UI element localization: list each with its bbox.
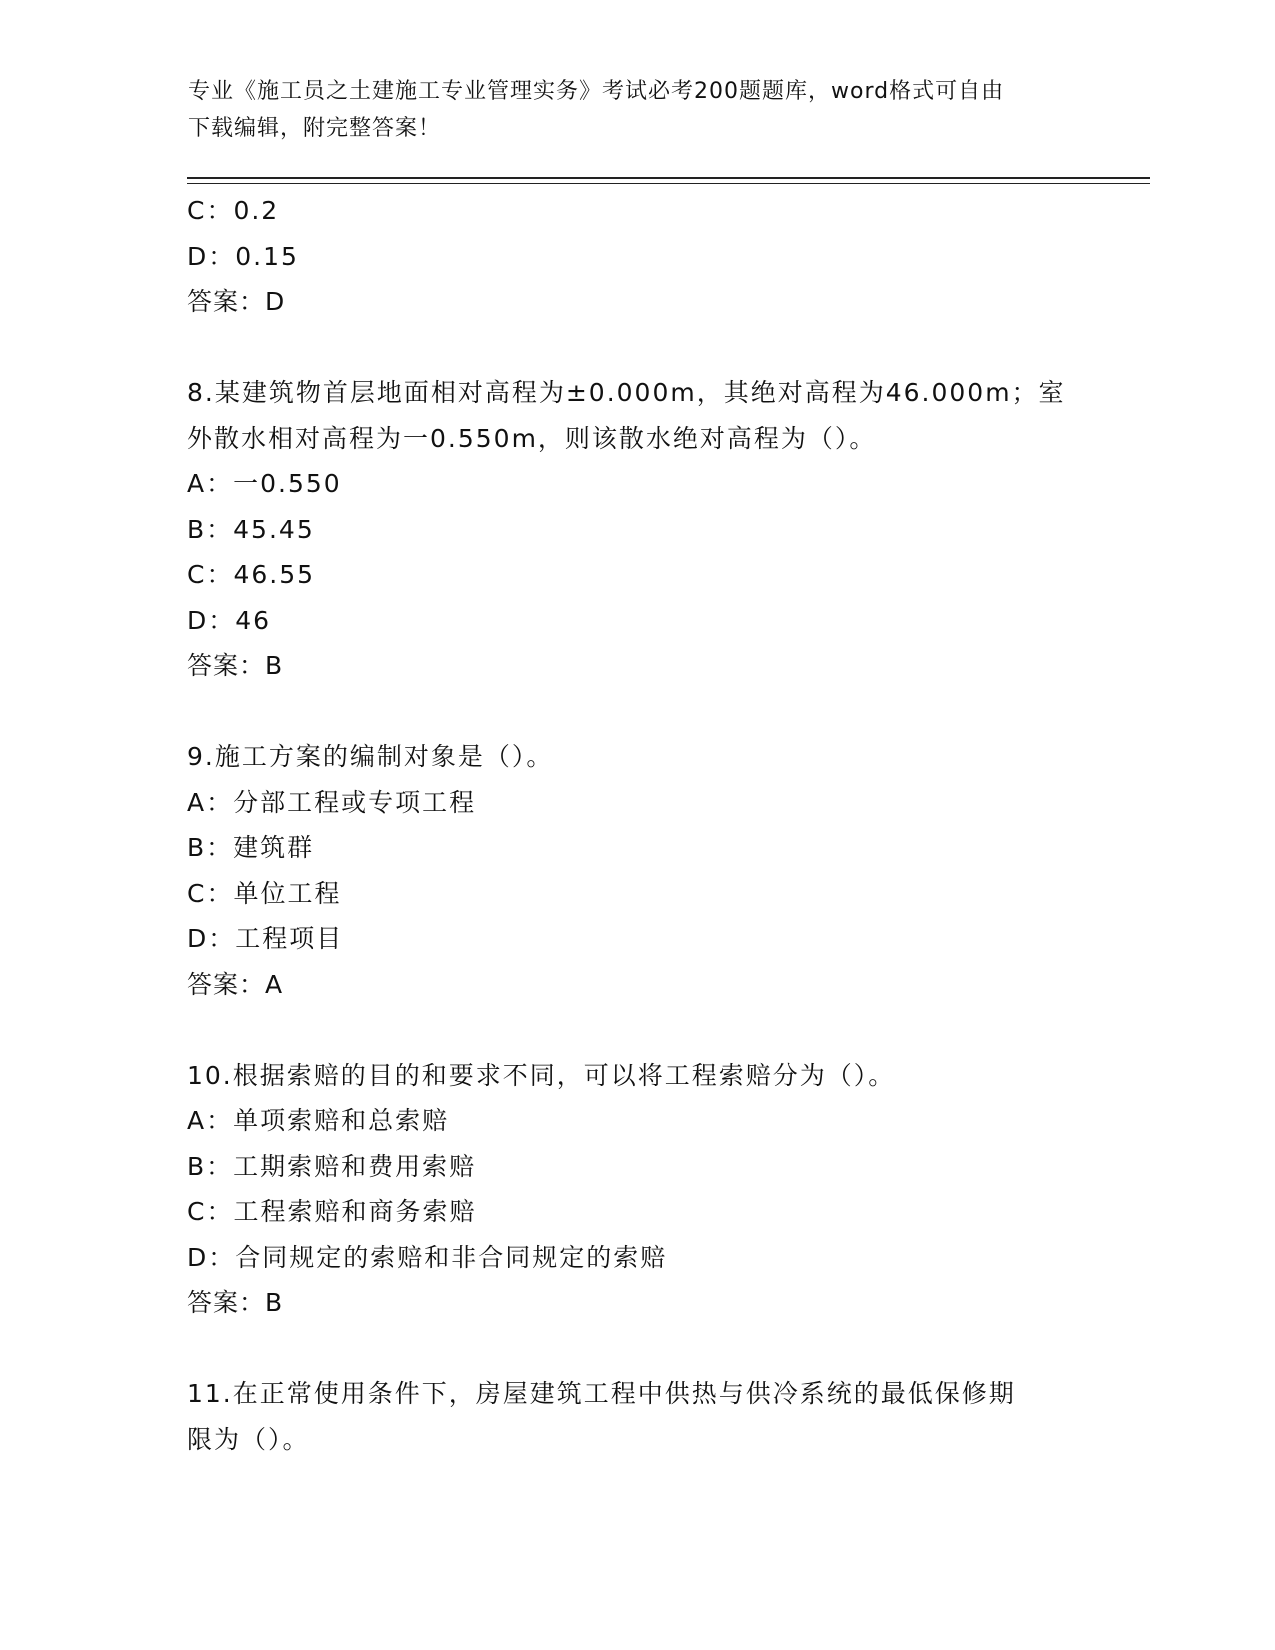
header-rule-thick: [187, 177, 1150, 179]
spacer: [187, 1007, 1087, 1053]
header-line-1: 专业《施工员之土建施工专业管理实务》考试必考200题题库，word格式可自由: [188, 79, 1005, 104]
question-stem: 10.根据索赔的目的和要求不同，可以将工程索赔分为（）。: [187, 1060, 896, 1090]
answer-line: 答案：B: [187, 1288, 284, 1317]
question-9: [187, 734, 1087, 1007]
question-stem: 11.在正常使用条件下，房屋建筑工程中供热与供冷系统的最低保修期: [187, 1379, 1016, 1408]
option-c: C：46.55: [187, 560, 316, 589]
question-stem: 外散水相对高程为一0.550m，则该散水绝对高程为（）。: [187, 423, 877, 453]
option-d: D：0.15: [187, 241, 299, 271]
option-d: D：合同规定的索赔和非合同规定的索赔: [187, 1242, 668, 1272]
answer-line: 答案：B: [187, 651, 284, 680]
header-line-2: 下载编辑，附完整答案！: [188, 116, 442, 141]
option-a: A：分部工程或专项工程: [187, 787, 477, 817]
option-d: D：工程项目: [187, 924, 344, 953]
option-a: A：单项索赔和总索赔: [187, 1106, 450, 1135]
header-rule-thin: [187, 183, 1150, 184]
option-b: B：45.45: [187, 514, 315, 544]
spacer: [187, 1326, 1087, 1372]
question-11: [187, 1371, 1087, 1462]
option-c: C：0.2: [187, 196, 280, 225]
question-stem: 9.施工方案的编制对象是（）。: [187, 742, 554, 771]
option-b: B：工期索赔和费用索赔: [187, 1151, 477, 1181]
option-c: C：工程索赔和商务索赔: [187, 1197, 477, 1226]
spacer: [187, 325, 1087, 371]
document-body: [187, 188, 1087, 1462]
option-d: D：46: [187, 605, 272, 635]
spacer: [187, 689, 1087, 735]
option-c: C：单位工程: [187, 878, 342, 908]
question-8: [187, 370, 1087, 689]
question-stem: 8.某建筑物首层地面相对高程为±0.000m，其绝对高程为46.000m；室: [187, 378, 1066, 407]
option-a: A：一0.550: [187, 469, 342, 498]
question-stem: 限为（）。: [187, 1424, 310, 1454]
answer-line: 答案：A: [187, 969, 284, 999]
option-b: B：建筑群: [187, 833, 315, 862]
question-10: [187, 1053, 1087, 1326]
answer-line: 答案：D: [187, 287, 286, 316]
document-header: [188, 73, 1068, 147]
